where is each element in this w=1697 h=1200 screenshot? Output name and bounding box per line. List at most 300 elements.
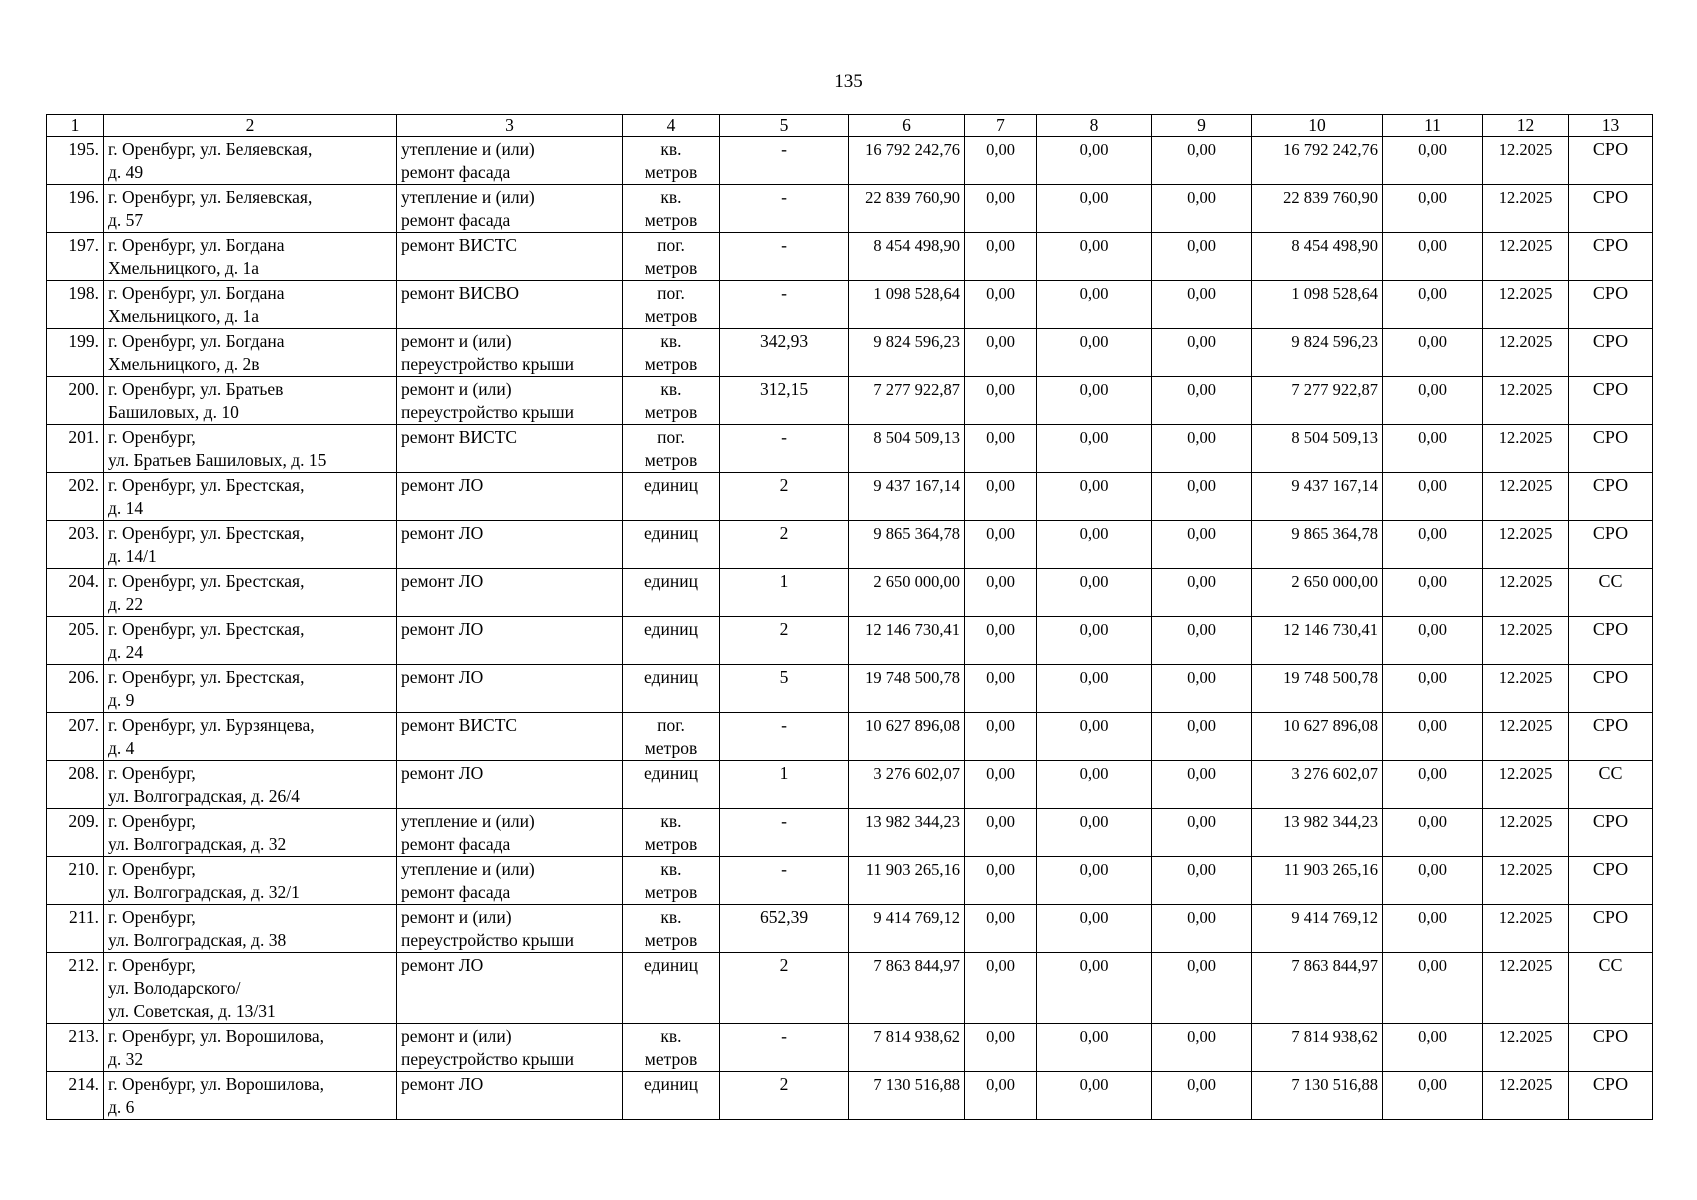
address-cell xyxy=(104,1024,397,1072)
row-number xyxy=(47,1024,104,1072)
cell-text: СРО xyxy=(1592,715,1629,735)
cell-text: 196. xyxy=(68,187,99,207)
col10-value xyxy=(1252,185,1383,233)
method-cell xyxy=(1569,1024,1653,1072)
col9-value xyxy=(1152,857,1252,905)
column-header: 6 xyxy=(849,115,965,137)
row-number xyxy=(47,809,104,857)
cell-text: единиц xyxy=(644,955,698,975)
total-cost-cell xyxy=(849,425,965,473)
deadline-cell xyxy=(1483,1072,1569,1120)
cell-text: 7 277 922,87 xyxy=(873,380,960,399)
cell-text: СРО xyxy=(1592,811,1629,831)
total-cost-cell xyxy=(849,185,965,233)
cell-text: 210. xyxy=(68,859,99,879)
cell-text: 0,00 xyxy=(1418,236,1447,255)
cell-text: 0,00 xyxy=(1418,188,1447,207)
cell-text: г. Оренбург, ул. Брестская, д. 22 xyxy=(108,571,305,614)
cell-text: СРО xyxy=(1592,619,1629,639)
cell-text: 214. xyxy=(68,1074,99,1094)
deadline-cell xyxy=(1483,617,1569,665)
method-cell xyxy=(1569,185,1653,233)
cell-text: ремонт ЛО xyxy=(401,475,484,495)
cell-text: 1 098 528,64 xyxy=(873,284,960,303)
cell-text: 195. xyxy=(68,139,99,159)
address-cell xyxy=(104,185,397,233)
cell-text: 0,00 xyxy=(1079,236,1109,255)
cell-text: 0,00 xyxy=(1079,188,1109,207)
cell-text: 0,00 xyxy=(1418,332,1447,351)
quantity-cell xyxy=(720,329,849,377)
cell-text: единиц xyxy=(644,571,698,591)
method-cell xyxy=(1569,617,1653,665)
cell-text: 8 454 498,90 xyxy=(873,236,960,255)
table-row xyxy=(47,905,1653,953)
col9-value xyxy=(1152,953,1252,1024)
col10-value xyxy=(1252,905,1383,953)
cell-text: 0,00 xyxy=(1079,476,1109,495)
cell-text: единиц xyxy=(644,523,698,543)
cell-text: 12.2025 xyxy=(1498,860,1553,879)
col11-value xyxy=(1383,809,1483,857)
cell-text: кв. метров xyxy=(644,859,698,902)
col7-value xyxy=(965,425,1037,473)
cell-text: 0,00 xyxy=(1187,332,1216,351)
cell-text: г. Оренбург, ул. Волгоградская, д. 32 xyxy=(108,811,287,854)
cell-text: 204. xyxy=(68,571,99,591)
cell-text: пог. метров xyxy=(644,235,698,278)
col9-value xyxy=(1152,617,1252,665)
col11-value xyxy=(1383,953,1483,1024)
method-cell xyxy=(1569,809,1653,857)
work-type-cell xyxy=(397,761,623,809)
cell-text: 200. xyxy=(68,379,99,399)
cell-text: 0,00 xyxy=(1418,764,1447,783)
method-cell xyxy=(1569,905,1653,953)
column-header: 7 xyxy=(965,115,1037,137)
quantity-cell xyxy=(720,521,849,569)
quantity-cell xyxy=(720,425,849,473)
address-cell xyxy=(104,1072,397,1120)
cell-text: 0,00 xyxy=(1418,572,1447,591)
cell-text: г. Оренбург, ул. Богдана Хмельницкого, д. 2в xyxy=(108,331,285,374)
cell-text: кв. метров xyxy=(644,1026,698,1069)
cell-text: 7 814 938,62 xyxy=(873,1027,960,1046)
col10-value xyxy=(1252,713,1383,761)
row-number xyxy=(47,185,104,233)
deadline-cell xyxy=(1483,713,1569,761)
row-number xyxy=(47,857,104,905)
total-cost-cell xyxy=(849,761,965,809)
cell-text: 0,00 xyxy=(986,284,1015,303)
column-header: 5 xyxy=(720,115,849,137)
quantity-cell xyxy=(720,137,849,185)
work-type-cell xyxy=(397,1072,623,1120)
cell-text: 9 824 596,23 xyxy=(1291,332,1378,351)
total-cost-cell xyxy=(849,329,965,377)
cell-text: 0,00 xyxy=(986,188,1015,207)
col9-value xyxy=(1152,713,1252,761)
table-row xyxy=(47,1024,1653,1072)
unit-cell xyxy=(623,713,720,761)
col11-value xyxy=(1383,713,1483,761)
cell-text: 7 863 844,97 xyxy=(873,956,960,975)
cell-text: - xyxy=(781,235,787,255)
method-cell xyxy=(1569,137,1653,185)
cell-text: 0,00 xyxy=(1079,140,1109,159)
col7-value xyxy=(965,617,1037,665)
table-row xyxy=(47,233,1653,281)
cell-text: 0,00 xyxy=(1187,716,1216,735)
col11-value xyxy=(1383,569,1483,617)
method-cell xyxy=(1569,1072,1653,1120)
total-cost-cell xyxy=(849,1024,965,1072)
address-cell xyxy=(104,953,397,1024)
cell-text: 12.2025 xyxy=(1498,668,1553,687)
cell-text: 12.2025 xyxy=(1498,956,1553,975)
method-cell xyxy=(1569,377,1653,425)
cell-text: 212. xyxy=(68,955,99,975)
table-row xyxy=(47,713,1653,761)
cell-text: ремонт ЛО xyxy=(401,763,484,783)
method-cell xyxy=(1569,761,1653,809)
cell-text: единиц xyxy=(644,475,698,495)
quantity-cell xyxy=(720,857,849,905)
total-cost-cell xyxy=(849,617,965,665)
col8-value xyxy=(1037,425,1152,473)
cell-text: 7 130 516,88 xyxy=(1291,1075,1378,1094)
cell-text: г. Оренбург, ул. Беляевская, д. 49 xyxy=(108,139,313,182)
col10-value xyxy=(1252,857,1383,905)
address-cell xyxy=(104,377,397,425)
col8-value xyxy=(1037,857,1152,905)
cell-text: кв. метров xyxy=(644,187,698,230)
col9-value xyxy=(1152,137,1252,185)
cell-text: ремонт ВИСТС xyxy=(401,427,518,447)
cell-text: пог. метров xyxy=(644,715,698,758)
cell-text: 0,00 xyxy=(1187,908,1216,927)
col9-value xyxy=(1152,1072,1252,1120)
cell-text: 12 146 730,41 xyxy=(1283,620,1378,639)
table-row xyxy=(47,857,1653,905)
quantity-cell xyxy=(720,713,849,761)
col8-value xyxy=(1037,521,1152,569)
col11-value xyxy=(1383,473,1483,521)
row-number xyxy=(47,905,104,953)
table-row xyxy=(47,281,1653,329)
cell-text: СРО xyxy=(1592,283,1629,303)
cell-text: ремонт ЛО xyxy=(401,619,484,639)
row-number xyxy=(47,281,104,329)
cell-text: 0,00 xyxy=(986,524,1015,543)
quantity-cell xyxy=(720,233,849,281)
cell-text: 9 414 769,12 xyxy=(1291,908,1378,927)
cell-text: 0,00 xyxy=(1418,860,1447,879)
col10-value xyxy=(1252,521,1383,569)
deadline-cell xyxy=(1483,233,1569,281)
cell-text: 12.2025 xyxy=(1498,620,1553,639)
row-number xyxy=(47,377,104,425)
unit-cell xyxy=(623,857,720,905)
cell-text: 9 437 167,14 xyxy=(873,476,960,495)
col10-value xyxy=(1252,617,1383,665)
work-type-cell xyxy=(397,425,623,473)
cell-text: 0,00 xyxy=(986,764,1015,783)
table-row xyxy=(47,329,1653,377)
cell-text: СРО xyxy=(1592,379,1629,399)
table-row xyxy=(47,761,1653,809)
unit-cell xyxy=(623,1072,720,1120)
cell-text: г. Оренбург, ул. Волгоградская, д. 38 xyxy=(108,907,287,950)
cell-text: 206. xyxy=(68,667,99,687)
address-cell xyxy=(104,665,397,713)
col7-value xyxy=(965,233,1037,281)
cell-text: кв. метров xyxy=(644,331,698,374)
cell-text: 0,00 xyxy=(1418,908,1447,927)
address-cell xyxy=(104,329,397,377)
cell-text: ремонт ЛО xyxy=(401,1074,484,1094)
cell-text: 0,00 xyxy=(1187,1027,1216,1046)
row-number xyxy=(47,569,104,617)
col8-value xyxy=(1037,617,1152,665)
col10-value xyxy=(1252,1024,1383,1072)
col9-value xyxy=(1152,233,1252,281)
cell-text: 0,00 xyxy=(986,620,1015,639)
cell-text: г. Оренбург, ул. Брестская, д. 9 xyxy=(108,667,305,710)
cell-text: 0,00 xyxy=(1187,476,1216,495)
col10-value xyxy=(1252,137,1383,185)
total-cost-cell xyxy=(849,281,965,329)
quantity-cell xyxy=(720,665,849,713)
col11-value xyxy=(1383,185,1483,233)
col11-value xyxy=(1383,137,1483,185)
cell-text: 9 865 364,78 xyxy=(1291,524,1378,543)
cell-text: 0,00 xyxy=(1187,668,1216,687)
column-header: 3 xyxy=(397,115,623,137)
cell-text: 19 748 500,78 xyxy=(1283,668,1378,687)
address-cell xyxy=(104,617,397,665)
quantity-cell xyxy=(720,905,849,953)
work-type-cell xyxy=(397,233,623,281)
cell-text: 5 xyxy=(779,667,789,687)
col7-value xyxy=(965,521,1037,569)
cell-text: ремонт и (или) переустройство крыши xyxy=(401,379,574,422)
cell-text: 2 650 000,00 xyxy=(1291,572,1378,591)
cell-text: СС xyxy=(1598,763,1623,783)
cell-text: 12.2025 xyxy=(1498,572,1553,591)
quantity-cell xyxy=(720,1072,849,1120)
cell-text: СРО xyxy=(1592,1074,1629,1094)
deadline-cell xyxy=(1483,521,1569,569)
quantity-cell xyxy=(720,953,849,1024)
cell-text: 0,00 xyxy=(986,860,1015,879)
col9-value xyxy=(1152,761,1252,809)
cell-text: 2 xyxy=(779,955,789,975)
cell-text: 12.2025 xyxy=(1498,284,1553,303)
cell-text: ремонт ВИСТС xyxy=(401,235,518,255)
cell-text: 0,00 xyxy=(1187,764,1216,783)
work-type-cell xyxy=(397,857,623,905)
total-cost-cell xyxy=(849,809,965,857)
deadline-cell xyxy=(1483,761,1569,809)
table-row xyxy=(47,473,1653,521)
deadline-cell xyxy=(1483,809,1569,857)
cell-text: кв. метров xyxy=(644,907,698,950)
cell-text: ремонт ЛО xyxy=(401,955,484,975)
row-number xyxy=(47,617,104,665)
col10-value xyxy=(1252,809,1383,857)
col9-value xyxy=(1152,329,1252,377)
cell-text: 198. xyxy=(68,283,99,303)
cell-text: 0,00 xyxy=(1079,332,1109,351)
col8-value xyxy=(1037,281,1152,329)
cell-text: 213. xyxy=(68,1026,99,1046)
cell-text: кв. метров xyxy=(644,139,698,182)
cell-text: единиц xyxy=(644,619,698,639)
col7-value xyxy=(965,953,1037,1024)
address-cell xyxy=(104,281,397,329)
cell-text: СС xyxy=(1598,571,1623,591)
cell-text: 0,00 xyxy=(986,716,1015,735)
cell-text: 2 650 000,00 xyxy=(873,572,960,591)
cell-text: г. Оренбург, ул. Брестская, д. 14 xyxy=(108,475,305,518)
quantity-cell xyxy=(720,185,849,233)
cell-text: г. Оренбург, ул. Богдана Хмельницкого, д. 1а xyxy=(108,235,285,278)
col11-value xyxy=(1383,1072,1483,1120)
cell-text: СРО xyxy=(1592,139,1629,159)
deadline-cell xyxy=(1483,425,1569,473)
col9-value xyxy=(1152,281,1252,329)
table-row xyxy=(47,377,1653,425)
cell-text: 0,00 xyxy=(986,1027,1015,1046)
column-header: 2 xyxy=(104,115,397,137)
cell-text: кв. метров xyxy=(644,379,698,422)
cell-text: г. Оренбург, ул. Волгоградская, д. 26/4 xyxy=(108,763,300,806)
cell-text: 12.2025 xyxy=(1498,716,1553,735)
col10-value xyxy=(1252,569,1383,617)
cell-text: 11 903 265,16 xyxy=(1283,860,1378,879)
cell-text: 12.2025 xyxy=(1498,332,1553,351)
col7-value xyxy=(965,473,1037,521)
total-cost-cell xyxy=(849,137,965,185)
col9-value xyxy=(1152,905,1252,953)
cell-text: 202. xyxy=(68,475,99,495)
method-cell xyxy=(1569,425,1653,473)
work-type-cell xyxy=(397,953,623,1024)
col11-value xyxy=(1383,761,1483,809)
col8-value xyxy=(1037,713,1152,761)
cell-text: г. Оренбург, ул. Богдана Хмельницкого, д. 1а xyxy=(108,283,285,326)
total-cost-cell xyxy=(849,521,965,569)
deadline-cell xyxy=(1483,569,1569,617)
method-cell xyxy=(1569,329,1653,377)
col9-value xyxy=(1152,473,1252,521)
cell-text: 13 982 344,23 xyxy=(1283,812,1378,831)
method-cell xyxy=(1569,281,1653,329)
cell-text: 9 414 769,12 xyxy=(873,908,960,927)
cell-text: 12.2025 xyxy=(1498,428,1553,447)
table-body xyxy=(47,137,1653,1120)
col11-value xyxy=(1383,617,1483,665)
cell-text: 0,00 xyxy=(986,668,1015,687)
cell-text: 0,00 xyxy=(1418,668,1447,687)
col8-value xyxy=(1037,137,1152,185)
cell-text: 0,00 xyxy=(1079,668,1109,687)
address-cell xyxy=(104,809,397,857)
total-cost-cell xyxy=(849,569,965,617)
col10-value xyxy=(1252,473,1383,521)
deadline-cell xyxy=(1483,281,1569,329)
col7-value xyxy=(965,569,1037,617)
cell-text: 12 146 730,41 xyxy=(865,620,960,639)
col8-value xyxy=(1037,233,1152,281)
cell-text: 0,00 xyxy=(1187,524,1216,543)
row-number xyxy=(47,1072,104,1120)
cell-text: 7 130 516,88 xyxy=(873,1075,960,1094)
cell-text: 201. xyxy=(68,427,99,447)
cell-text: 0,00 xyxy=(1187,572,1216,591)
unit-cell xyxy=(623,953,720,1024)
method-cell xyxy=(1569,665,1653,713)
cell-text: 12.2025 xyxy=(1498,476,1553,495)
unit-cell xyxy=(623,185,720,233)
cell-text: 199. xyxy=(68,331,99,351)
address-cell xyxy=(104,425,397,473)
row-number xyxy=(47,761,104,809)
cell-text: 0,00 xyxy=(986,140,1015,159)
cell-text: утепление и (или) ремонт фасада xyxy=(401,859,535,902)
col7-value xyxy=(965,665,1037,713)
quantity-cell xyxy=(720,1024,849,1072)
method-cell xyxy=(1569,713,1653,761)
cell-text: 8 504 509,13 xyxy=(1291,428,1378,447)
cell-text: 312,15 xyxy=(759,379,809,399)
cell-text: 0,00 xyxy=(986,908,1015,927)
row-number xyxy=(47,665,104,713)
cell-text: СРО xyxy=(1592,331,1629,351)
cell-text: 207. xyxy=(68,715,99,735)
col8-value xyxy=(1037,185,1152,233)
cell-text: 0,00 xyxy=(1079,812,1109,831)
cell-text: 12.2025 xyxy=(1498,140,1553,159)
quantity-cell xyxy=(720,473,849,521)
cell-text: 7 277 922,87 xyxy=(1291,380,1378,399)
col11-value xyxy=(1383,905,1483,953)
column-header: 10 xyxy=(1252,115,1383,137)
col9-value xyxy=(1152,425,1252,473)
cell-text: СРО xyxy=(1592,235,1629,255)
cell-text: - xyxy=(781,859,787,879)
total-cost-cell xyxy=(849,665,965,713)
cell-text: ремонт ЛО xyxy=(401,667,484,687)
cell-text: 1 xyxy=(779,571,789,591)
quantity-cell xyxy=(720,281,849,329)
col7-value xyxy=(965,281,1037,329)
work-type-cell xyxy=(397,665,623,713)
cell-text: 12.2025 xyxy=(1498,764,1553,783)
cell-text: 0,00 xyxy=(1187,956,1216,975)
cell-text: 0,00 xyxy=(1187,428,1216,447)
work-type-cell xyxy=(397,521,623,569)
col8-value xyxy=(1037,1072,1152,1120)
address-cell xyxy=(104,857,397,905)
table-row xyxy=(47,137,1653,185)
col8-value xyxy=(1037,377,1152,425)
col11-value xyxy=(1383,521,1483,569)
col9-value xyxy=(1152,569,1252,617)
unit-cell xyxy=(623,473,720,521)
col9-value xyxy=(1152,377,1252,425)
